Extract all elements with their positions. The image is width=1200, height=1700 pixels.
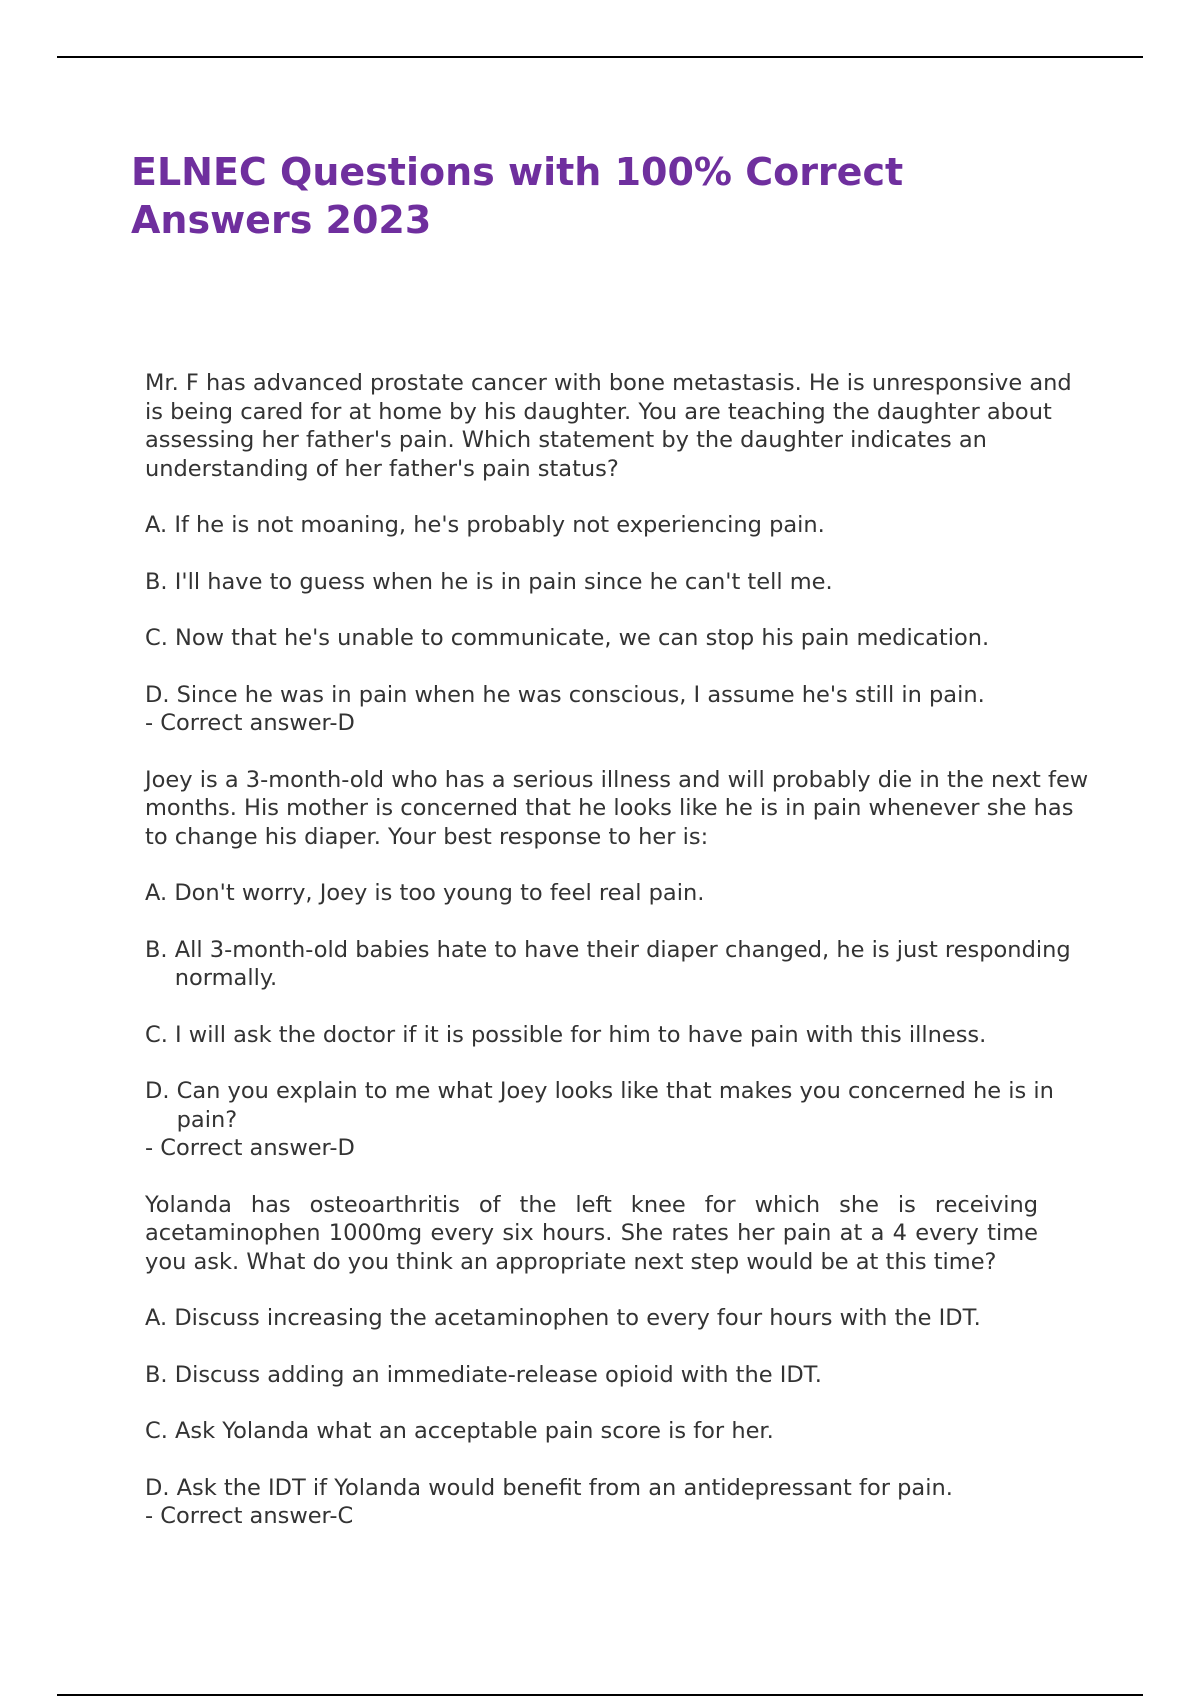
option-letter: A. <box>145 880 175 906</box>
option-letter: A. <box>145 1305 175 1331</box>
option-letter: C. <box>145 625 176 651</box>
question-1 <box>145 369 1095 738</box>
option-text: I will ask the doctor if it is possible for him to have pain with this illness. <box>175 1021 987 1048</box>
option-letter: C. <box>145 1021 176 1048</box>
option-text: Ask the IDT if Yolanda would benefit from an antidepressant for pain. <box>176 1474 953 1501</box>
question-3 <box>145 1191 1095 1531</box>
option-letter: B. <box>145 1361 175 1388</box>
answer-option-d <box>145 681 1095 710</box>
answer-option-a <box>145 1304 1095 1333</box>
correct-answer: - Correct answer-D <box>145 710 355 736</box>
option-letter: D. <box>145 1474 177 1501</box>
question-stem: Mr. F has advanced prostate cancer with bone metastasis. He is unresponsive and is being cared for at home by his daughter. You are teaching the daughter about assessing her father's pain. Which statement by the daughter indicates an understanding of her father's pain status? <box>145 370 1072 482</box>
option-letter: D. <box>145 1078 177 1104</box>
option-text: If he is not moaning, he's probably not experiencing pain. <box>174 512 825 538</box>
option-text: Can you explain to me what Joey looks like that makes you concerned he is in pain? <box>176 1078 1054 1133</box>
question-2 <box>145 766 1095 1163</box>
answer-option-c <box>145 1417 1095 1446</box>
answer-option-a <box>145 879 1095 908</box>
option-text: All 3-month-old babies hate to have their diaper changed, he is just responding normally. <box>174 936 1071 991</box>
correct-answer: - Correct answer-C <box>145 1503 354 1529</box>
answer-option-c <box>145 1021 1095 1050</box>
answer-option-d <box>145 1474 1095 1503</box>
correct-answer: - Correct answer-D <box>145 1135 355 1161</box>
option-text: Ask Yolanda what an acceptable pain score is for her. <box>175 1418 774 1444</box>
question-stem: Yolanda has osteoarthritis of the left knee for which she is receiving acetaminophen 1000mg every six hours. She rates her pain at a 4 every time you ask. What do you think an appropriate next step would be at this time? <box>145 1191 1038 1275</box>
answer-option-a <box>145 511 1095 540</box>
bottom-rule <box>57 1694 1143 1696</box>
option-letter: C. <box>145 1418 176 1444</box>
answer-option-b <box>145 936 1095 993</box>
option-text: Now that he's unable to communicate, we can stop his pain medication. <box>175 625 990 651</box>
option-text: I'll have to guess when he is in pain since he can't tell me. <box>174 568 833 595</box>
question-stem: Joey is a 3-month-old who has a serious illness and will probably die in the next few months. His mother is concerned that he looks like he is in pain whenever she has to change his diaper. Your best response to her is: <box>145 766 1089 850</box>
option-text: Discuss adding an immediate-release opioid with the IDT. <box>174 1361 822 1388</box>
option-letter: A. <box>145 512 175 538</box>
top-rule <box>57 56 1143 58</box>
option-text: Don't worry, Joey is too young to feel real pain. <box>174 880 705 906</box>
option-letter: B. <box>145 936 175 963</box>
question-list <box>145 369 1095 1531</box>
answer-option-b <box>145 1361 1095 1390</box>
page-title: ELNEC Questions with 100% Correct Answers 2023 <box>131 150 904 242</box>
option-letter: D. <box>145 681 177 708</box>
answer-option-c <box>145 624 1095 653</box>
option-letter: B. <box>145 568 175 595</box>
answer-option-b <box>145 568 1095 597</box>
option-text: Discuss increasing the acetaminophen to every four hours with the IDT. <box>174 1305 981 1331</box>
option-text: Since he was in pain when he was conscious, I assume he's still in pain. <box>176 681 985 708</box>
answer-option-d <box>145 1077 1095 1134</box>
